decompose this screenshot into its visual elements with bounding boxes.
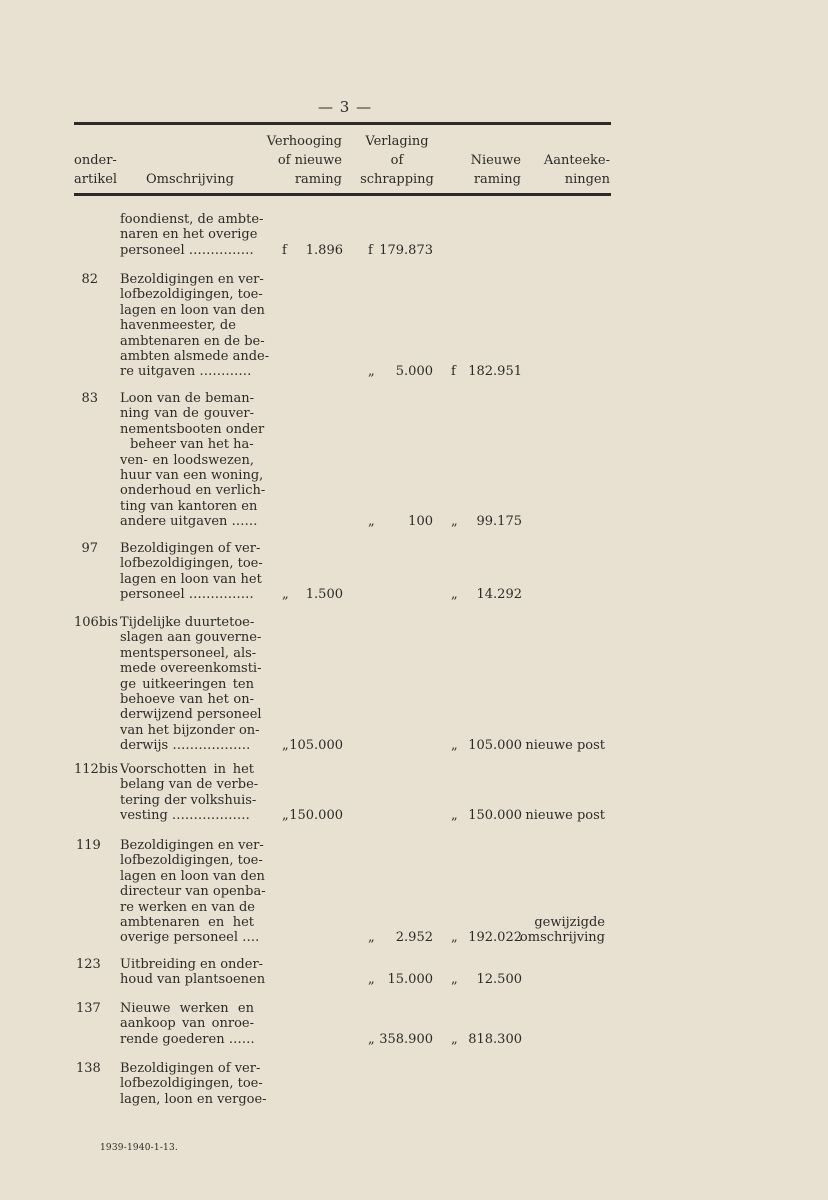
description	[120, 838, 266, 946]
description-line: lofbezoldigingen, toe-	[120, 1076, 263, 1092]
description-line: ambten alsmede ande-	[120, 349, 270, 365]
description	[120, 957, 266, 988]
verhooging-value: 1.500	[305, 587, 343, 603]
description-line: personeel ……………	[120, 587, 254, 603]
description-line: naren en het overige	[120, 227, 258, 243]
header-aanteekeningen-line1: Aanteeke-	[543, 153, 610, 168]
description-line: beheer van het ha-	[130, 437, 254, 453]
description-line: ven- en loodswezen,	[120, 452, 254, 468]
article-number: 106bis	[74, 615, 118, 630]
description-line: re werken en van de	[120, 899, 255, 915]
article-number: 138	[76, 1061, 101, 1076]
description-line: overige personeel ….	[120, 930, 260, 946]
header-verlaging-line3: schrapping	[360, 172, 434, 187]
nieuwe-raming-mark: „	[451, 587, 458, 603]
description-line: ning van de gouver-	[120, 406, 254, 422]
description-line: belang van de verbe-	[120, 777, 259, 793]
verlaging-mark: „	[368, 514, 375, 530]
header-top-rule	[74, 122, 611, 125]
description-line: Bezoldigingen en ver-	[120, 272, 264, 287]
description-line: behoeve van het on-	[120, 692, 254, 708]
nieuwe-raming-value: 818.300	[468, 1031, 522, 1047]
nieuwe-raming-mark: „	[451, 930, 458, 946]
description-line: vesting ………………	[120, 808, 250, 824]
description-line: nementsbooten onder	[120, 421, 265, 437]
nieuwe-raming-mark: „	[451, 808, 458, 824]
description-line: lofbezoldigingen, toe-	[120, 287, 263, 303]
article-number: 97	[81, 541, 98, 556]
verlaging-mark: „	[368, 972, 375, 988]
nieuwe-raming-value: 150.000	[468, 808, 522, 824]
description-line: Voorschotten in het	[120, 762, 254, 777]
nieuwe-raming-value: 12.500	[476, 972, 522, 988]
description-line: lagen, loon en vergoe-	[120, 1091, 267, 1107]
note-line: nieuwe post	[525, 738, 605, 754]
header-aanteekeningen	[544, 151, 610, 189]
description-line: onderhoud en verlich-	[120, 483, 266, 499]
description	[120, 541, 263, 603]
header-omschrijving: Omschrijving	[146, 172, 234, 187]
header-verhooging	[267, 132, 342, 189]
header-nieuwe-raming	[471, 151, 521, 189]
description-line: personeel ……………	[120, 242, 254, 258]
nieuwe-raming-value: 192.022	[468, 930, 522, 946]
article-number: 112bis	[74, 762, 118, 777]
description-line: foondienst, de ambte-	[120, 212, 264, 227]
description-line: derwijs ………………	[120, 738, 251, 754]
article-number: 83	[81, 391, 98, 406]
description-line: havenmeester, de	[120, 318, 236, 334]
description	[120, 391, 266, 530]
verlaging-value: 15.000	[387, 972, 433, 988]
header-verlaging	[360, 132, 434, 189]
description	[120, 762, 259, 824]
verhooging-mark: „	[282, 587, 289, 603]
description-line: Uitbreiding en onder-	[120, 957, 264, 972]
description	[120, 1001, 254, 1047]
description	[120, 615, 262, 754]
verhooging-mark: f	[282, 242, 287, 258]
description-line: Nieuwe werken en	[120, 1001, 254, 1016]
verlaging-mark: „	[368, 364, 375, 380]
description-line: re uitgaven …………	[120, 364, 252, 380]
description-line: derwijzend personeel	[120, 707, 262, 723]
aanteekening-note	[525, 808, 605, 823]
verhooging-value: 1.896	[305, 242, 343, 258]
header-aanteekeningen-line2: ningen	[564, 172, 610, 187]
header-verlaging-line2: of	[390, 153, 404, 168]
nieuwe-raming-value: 105.000	[468, 738, 522, 754]
header-nieuwe-raming-line1: Nieuwe	[470, 153, 521, 168]
header-onderartikel	[74, 151, 117, 189]
verlaging-mark: f	[368, 242, 373, 258]
description-line: andere uitgaven ……	[120, 514, 258, 530]
description-line: Bezoldigingen en ver-	[120, 838, 264, 853]
description-line: ambtenaren en de be-	[120, 333, 265, 349]
description-line: Tijdelijke duurtetoe-	[120, 615, 255, 630]
description-line: slagen aan gouverne-	[120, 630, 262, 646]
verhooging-value: 150.000	[289, 808, 343, 824]
header-bottom-rule	[74, 193, 611, 196]
verlaging-mark: „	[368, 930, 375, 946]
nieuwe-raming-mark: „	[451, 1031, 458, 1047]
nieuwe-raming-value: 182.951	[468, 364, 522, 380]
article-number: 119	[76, 838, 101, 853]
description	[120, 212, 264, 258]
description-line: van het bijzonder on-	[120, 722, 260, 738]
header-onderartikel-line1: onder-	[74, 153, 117, 168]
verlaging-value: 179.873	[379, 242, 433, 258]
description-line: lagen en loon van den	[120, 868, 265, 884]
description-line: ambtenaren en het	[120, 915, 254, 931]
aanteekening-note	[520, 915, 605, 945]
description-line: huur van een woning,	[120, 468, 264, 484]
description	[120, 1061, 267, 1107]
verlaging-value: 2.952	[395, 930, 433, 946]
article-number: 123	[76, 957, 101, 972]
header-nieuwe-raming-line2: raming	[473, 172, 521, 187]
header-verhooging-line3: raming	[294, 172, 342, 187]
description-line: Bezoldigingen of ver-	[120, 541, 261, 556]
nieuwe-raming-mark: „	[451, 514, 458, 530]
article-number: 82	[81, 272, 98, 287]
description-line: tering der volkshuis-	[120, 792, 257, 808]
header-verhooging-line1: Verhooging	[266, 134, 342, 149]
description-line: lagen en loon van den	[120, 302, 265, 318]
description-line: directeur van openba-	[120, 884, 266, 900]
verhooging-mark: „	[282, 738, 289, 754]
footer-code: 1939-1940-1-13.	[100, 1143, 178, 1153]
nieuwe-raming-mark: f	[451, 364, 456, 380]
nieuwe-raming-mark: „	[451, 972, 458, 988]
description-line: lofbezoldigingen, toe-	[120, 853, 263, 869]
verlaging-value: 5.000	[395, 364, 433, 380]
aanteekening-note	[525, 738, 605, 753]
header-verlaging-line1: Verlaging	[365, 134, 429, 149]
description-line: houd van plantsoenen	[120, 972, 266, 988]
description-line: mentspersoneel, als-	[120, 645, 257, 661]
description-line: ting van kantoren en	[120, 498, 258, 514]
description-line: mede overeenkomsti-	[120, 661, 262, 677]
header-verhooging-line2: of nieuwe	[277, 153, 342, 168]
verhooging-value: 105.000	[289, 738, 343, 754]
nieuwe-raming-value: 99.175	[476, 514, 522, 530]
description	[120, 272, 270, 380]
description-line: Bezoldigingen of ver-	[120, 1061, 261, 1076]
article-number: 137	[76, 1001, 101, 1016]
verlaging-value: 100	[408, 514, 433, 530]
verlaging-value: 358.900	[379, 1031, 433, 1047]
nieuwe-raming-value: 14.292	[476, 587, 522, 603]
description-line: aankoop van onroe-	[120, 1016, 254, 1032]
description-line: rende goederen ……	[120, 1031, 255, 1047]
note-line: nieuwe post	[525, 808, 605, 824]
nieuwe-raming-mark: „	[451, 738, 458, 754]
verhooging-mark: „	[282, 808, 289, 824]
description-line: Loon van de beman-	[120, 391, 254, 406]
note-line: omschrijving	[519, 930, 605, 946]
page-number: — 3 —	[318, 98, 373, 116]
verlaging-mark: „	[368, 1031, 375, 1047]
header-onderartikel-line2: artikel	[74, 172, 118, 187]
description-line: ge uitkeeringen ten	[120, 676, 254, 692]
description-line: lofbezoldigingen, toe-	[120, 556, 263, 572]
description-line: lagen en loon van het	[120, 571, 262, 587]
note-line: gewijzigde	[534, 915, 605, 931]
